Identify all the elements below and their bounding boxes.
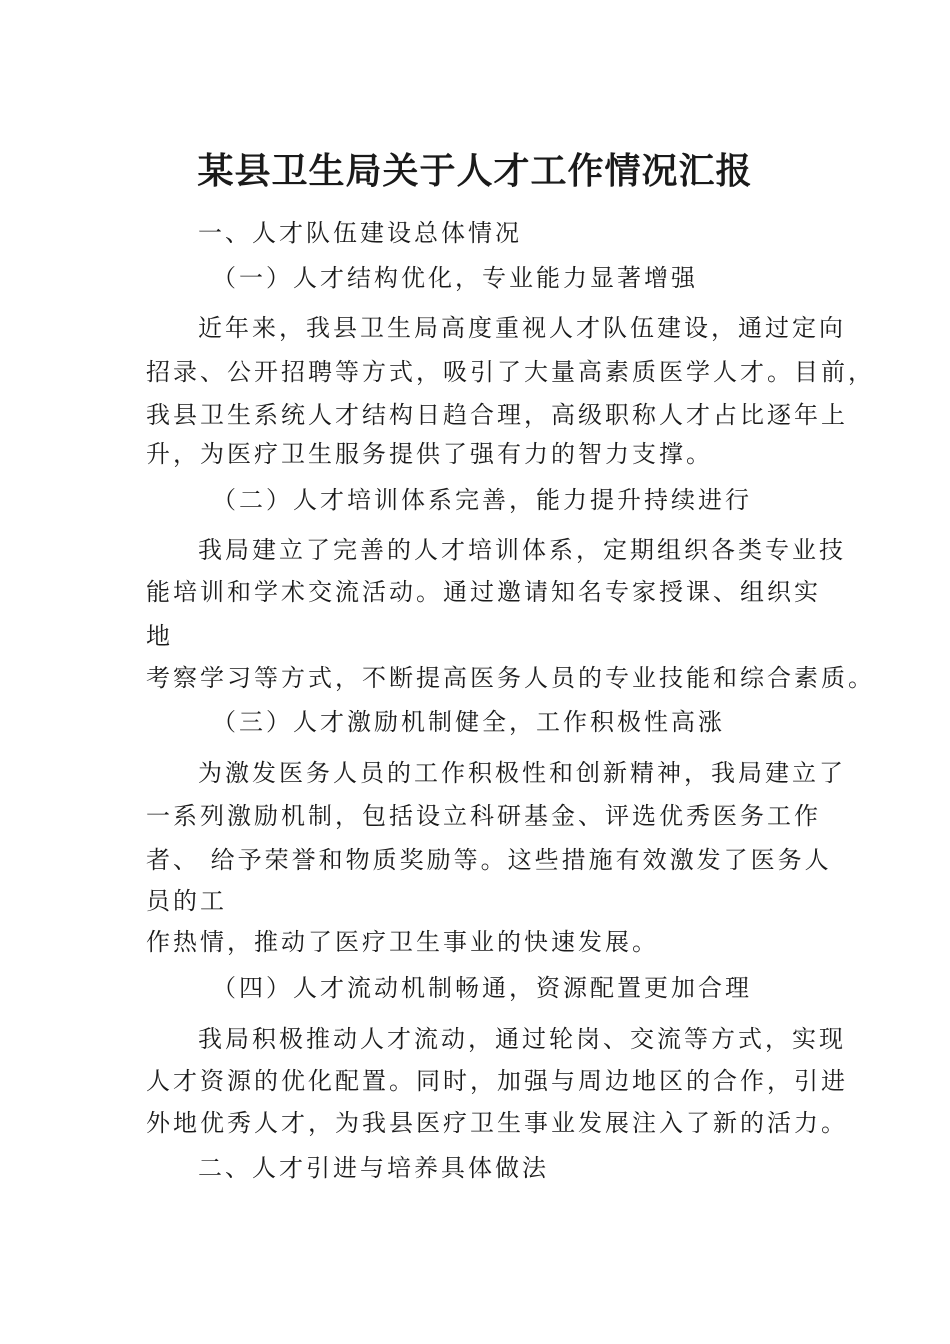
subsection-heading-1: （一）人才结构优化，专业能力显著增强 xyxy=(212,264,698,292)
document-title: 某县卫生局关于人才工作情况汇报 xyxy=(197,151,753,192)
subsection-heading-2: （二）人才培训体系完善，能力提升持续进行 xyxy=(212,486,752,514)
paragraph-line: 一系列激励机制，包括设立科研基金、评选优秀医务工作 xyxy=(146,802,821,830)
section-heading-2: 二、人才引进与培养具体做法 xyxy=(198,1154,549,1182)
paragraph-line: 我县卫生系统人才结构日趋合理，高级职称人才占比逐年上 xyxy=(146,401,848,429)
paragraph-line: 能培训和学术交流活动。通过邀请知名专家授课、组织实 xyxy=(146,578,821,606)
paragraph-line: 者、 给予荣誉和物质奖励等。这些措施有效激发了医务人 xyxy=(146,846,832,874)
subsection-heading-4: （四）人才流动机制畅通，资源配置更加合理 xyxy=(212,974,752,1002)
paragraph-line: 作热情，推动了医疗卫生事业的快速发展。 xyxy=(146,928,659,956)
paragraph-line: 升，为医疗卫生服务提供了强有力的智力支撑。 xyxy=(146,440,713,468)
section-heading-1: 一、人才队伍建设总体情况 xyxy=(198,219,522,247)
paragraph-line: 我局积极推动人才流动，通过轮岗、交流等方式，实现 xyxy=(198,1025,846,1053)
paragraph-line: 为激发医务人员的工作积极性和创新精神，我局建立了 xyxy=(198,759,846,787)
paragraph-line: 我局建立了完善的人才培训体系，定期组织各类专业技 xyxy=(198,536,846,564)
paragraph-line: 考察学习等方式，不断提高医务人员的专业技能和综合素质。 xyxy=(146,664,875,692)
paragraph-line: 人才资源的优化配置。同时，加强与周边地区的合作，引进 xyxy=(146,1067,848,1095)
subsection-heading-3: （三）人才激励机制健全，工作积极性高涨 xyxy=(212,708,725,736)
paragraph-line: 地 xyxy=(146,622,173,650)
paragraph-line: 招录、公开招聘等方式，吸引了大量高素质医学人才。目前， xyxy=(146,358,875,386)
paragraph-line: 外地优秀人才，为我县医疗卫生事业发展注入了新的活力。 xyxy=(146,1109,848,1137)
paragraph-line: 员的工 xyxy=(146,887,227,915)
paragraph-line: 近年来，我县卫生局高度重视人才队伍建设，通过定向 xyxy=(198,314,846,342)
